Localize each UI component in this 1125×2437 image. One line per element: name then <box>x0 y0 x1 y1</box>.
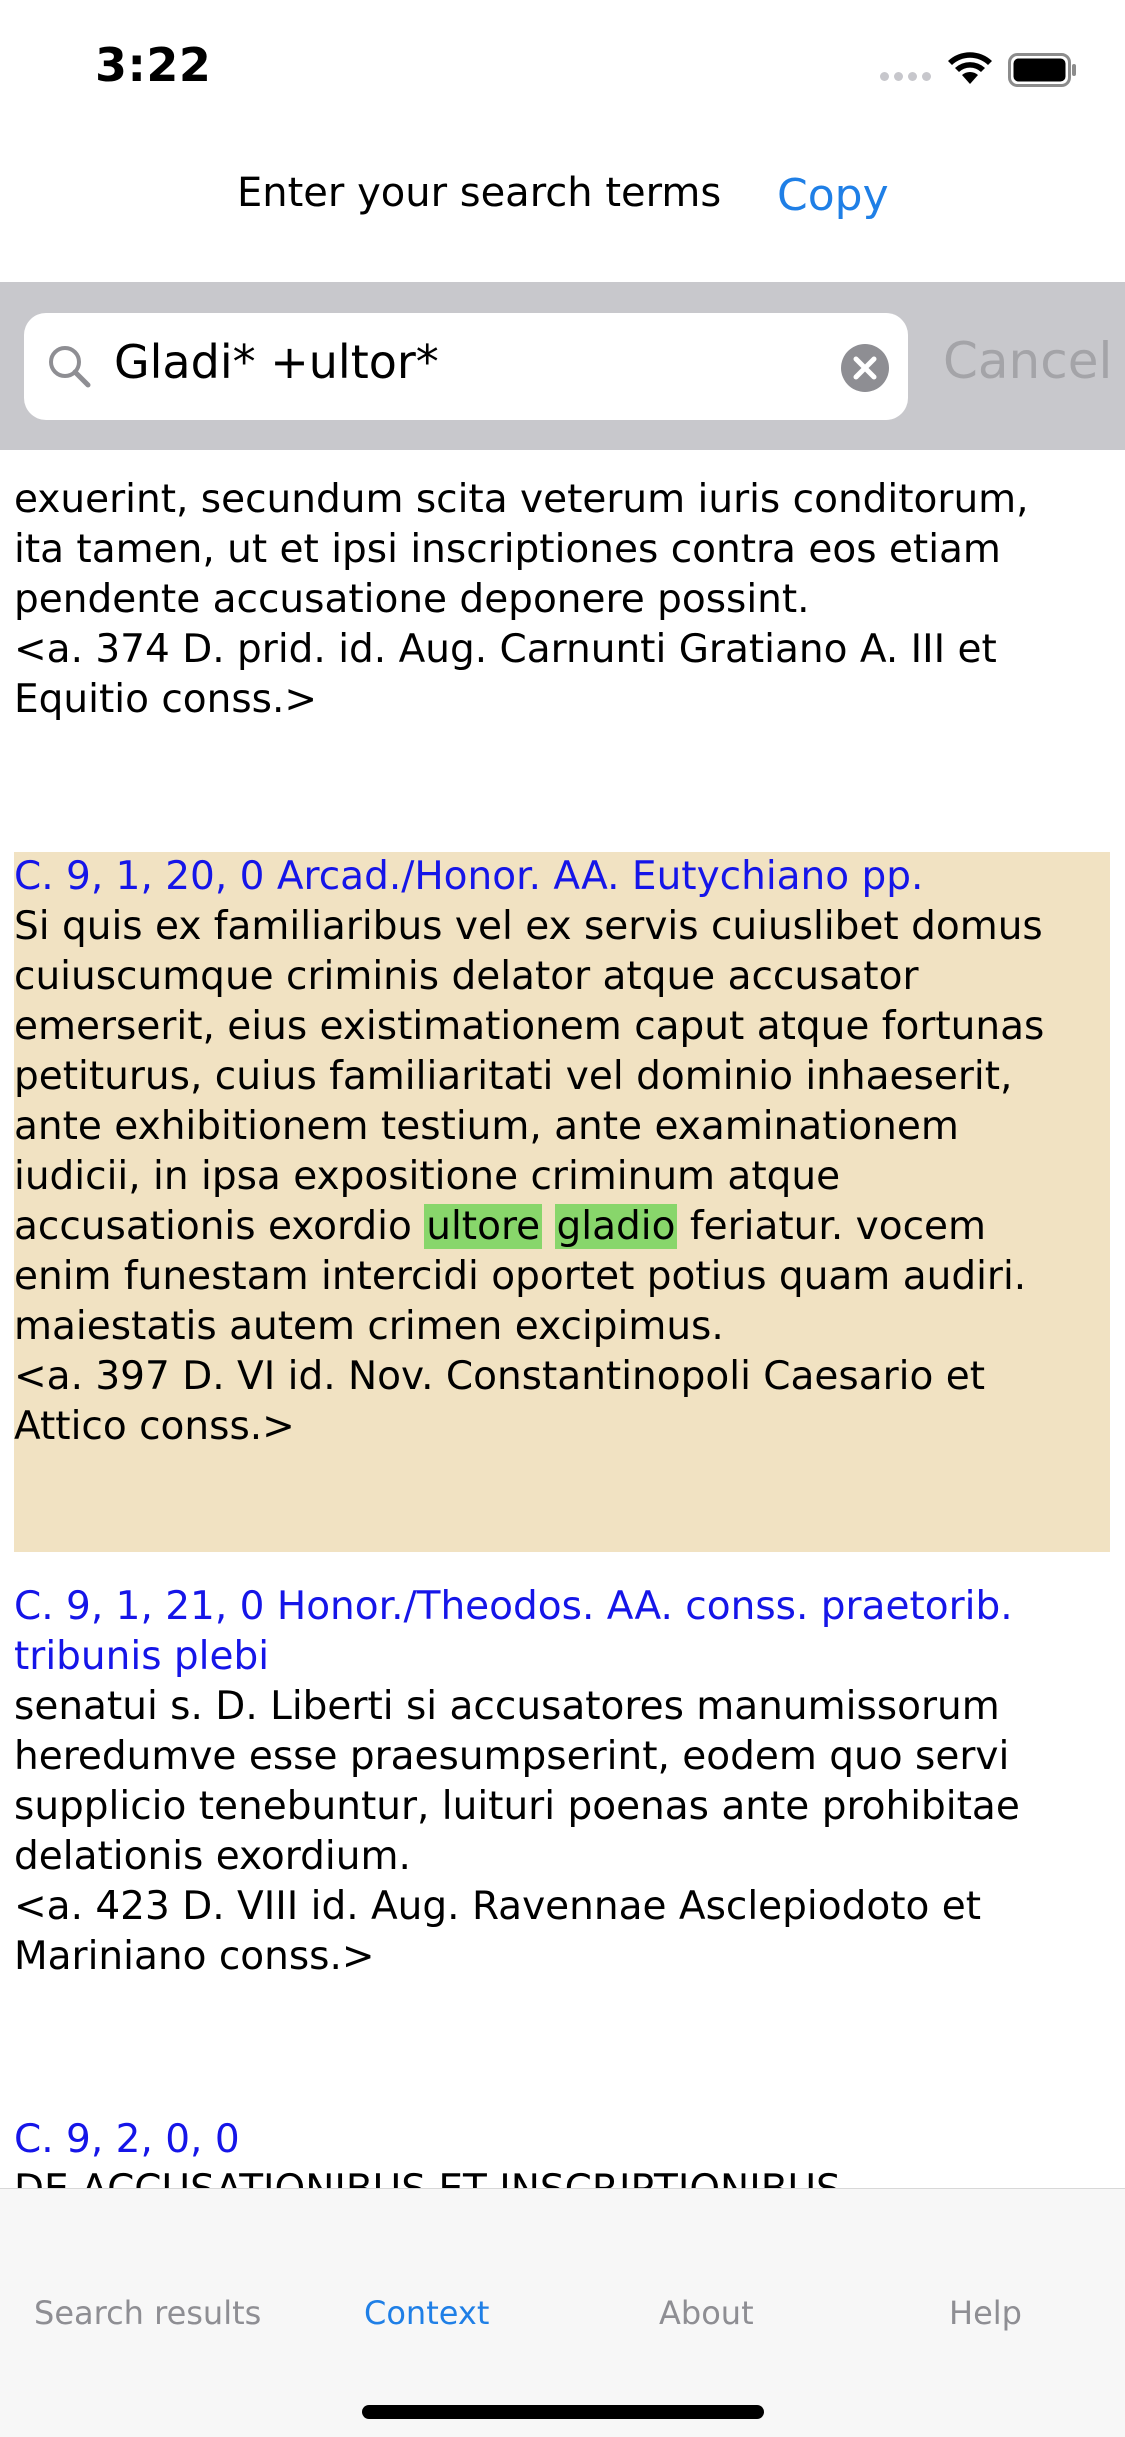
text-line: Equitio conss.> <box>14 677 318 722</box>
entry-heading: C. 9, 1, 21, 0 Honor./Theodos. AA. conss. praetorib. <box>14 1584 1013 1629</box>
navigation-bar <box>0 130 1125 280</box>
text-line: supplicio tenebuntur, luituri poenas ante prohibitae <box>14 1784 1020 1829</box>
search-icon <box>44 341 96 393</box>
status-time: 3:22 <box>95 38 212 92</box>
wifi-icon <box>945 50 995 86</box>
text-segment <box>542 1204 554 1249</box>
tab-search-results[interactable]: Search results <box>34 2294 262 2332</box>
search-query-text[interactable]: Gladi* +ultor* <box>114 335 439 389</box>
text-line: senatui s. D. Liberti si accusatores manumissorum <box>14 1684 1000 1729</box>
entry-heading: C. 9, 2, 0, 0 <box>14 2117 240 2162</box>
highlighted-entry <box>14 852 1110 1552</box>
context-text-view[interactable] <box>0 450 1125 2188</box>
status-bar <box>0 0 1125 130</box>
text-segment: accusationis exordio <box>14 1204 425 1249</box>
text-line-with-matches <box>14 1202 1110 1252</box>
nav-title: Enter your search terms <box>237 170 722 216</box>
battery-icon <box>1008 53 1078 87</box>
text-line: <a. 423 D. VIII id. Aug. Ravennae Asclepiodoto et <box>14 1884 982 1929</box>
search-match: ultore <box>426 1204 541 1249</box>
list-item <box>14 475 1110 725</box>
cellular-signal-icon <box>880 72 934 84</box>
text-line: Attico conss.> <box>14 1404 295 1449</box>
entry-heading: C. 9, 1, 20, 0 Arcad./Honor. AA. Eutychiano pp. <box>14 854 924 899</box>
text-line: Mariniano conss.> <box>14 1934 375 1979</box>
list-item <box>14 1582 1110 1982</box>
cancel-button[interactable]: Cancel <box>943 332 1113 390</box>
tab-about[interactable]: About <box>659 2294 754 2332</box>
text-line: ante exhibitionem testium, ante examinationem <box>14 1104 959 1149</box>
text-line: heredumve esse praesumpserint, eodem quo servi <box>14 1734 1010 1779</box>
home-indicator <box>362 2405 764 2419</box>
search-match: gladio <box>556 1204 676 1249</box>
text-line: cuiuscumque criminis delator atque accusator <box>14 954 919 999</box>
text-line: iudicii, in ipsa expositione criminum atque <box>14 1154 841 1199</box>
entry-heading: tribunis plebi <box>14 1634 270 1679</box>
text-line: exuerint, secundum scita veterum iuris conditorum, <box>14 477 1029 522</box>
tab-context[interactable]: Context <box>364 2294 490 2332</box>
text-line: delationis exordium. <box>14 1834 411 1879</box>
text-line: ita tamen, ut et ipsi inscriptiones contra eos etiam <box>14 527 1001 572</box>
text-line: emerserit, eius existimationem caput atque fortunas <box>14 1004 1045 1049</box>
search-bar <box>0 282 1125 450</box>
text-line: petiturus, cuius familiaritati vel dominio inhaeserit, <box>14 1054 1013 1099</box>
search-input[interactable] <box>24 313 908 420</box>
text-line: maiestatis autem crimen excipimus. <box>14 1304 724 1349</box>
text-segment: feriatur. vocem <box>677 1204 986 1249</box>
copy-button[interactable]: Copy <box>777 170 889 221</box>
text-line: Si quis ex familiaribus vel ex servis cuiuslibet domus <box>14 904 1043 949</box>
tab-bar <box>0 2188 1125 2437</box>
clear-icon[interactable] <box>840 343 890 393</box>
text-line: pendente accusatione deponere possint. <box>14 577 810 622</box>
text-line: <a. 397 D. VI id. Nov. Constantinopoli Caesario et <box>14 1354 986 1399</box>
text-line: enim funestam intercidi oportet potius quam audiri. <box>14 1254 1027 1299</box>
tab-help[interactable]: Help <box>949 2294 1022 2332</box>
text-line: <a. 374 D. prid. id. Aug. Carnunti Gratiano A. III et <box>14 627 997 672</box>
